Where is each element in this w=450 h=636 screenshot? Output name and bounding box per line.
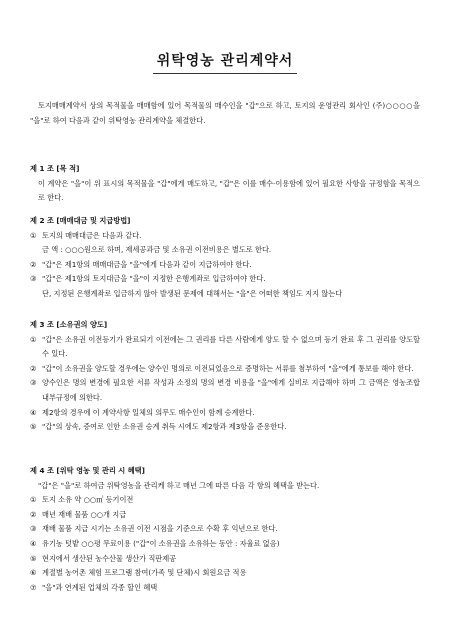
item-number: ① xyxy=(30,495,37,505)
item-number: ④ xyxy=(30,407,37,417)
item-text: 양수인은 명의 변경에 필요한 서류 작성과 소정의 명의 변경 비용을 "을"에게 실비로 지급해야 하며 그 금액은 영농조합 내부규정에 의한다. xyxy=(42,378,420,402)
article-4-title: 제 4 조 [위탁 영농 및 관리 시 혜택] xyxy=(30,466,145,475)
list-item xyxy=(30,287,420,302)
list-item xyxy=(30,243,420,258)
list-item xyxy=(30,333,420,362)
article-1-title: 제 1 조 [목 적] xyxy=(30,164,80,173)
item-number: ⑦ xyxy=(30,582,37,592)
item-number: ② xyxy=(30,363,37,373)
item-text: 토지의 매매대금은 다음과 같다. xyxy=(42,230,142,240)
list-item xyxy=(30,508,420,523)
item-text: 토지 소유 약 ○○㎡ 등기이전 xyxy=(42,495,134,505)
list-item xyxy=(30,537,420,552)
intro-paragraph: 토지매매계약서 상의 목적물을 매매함에 있어 목적물의 매수인을 "갑"으로 하고, 토지의 운영관리 회사인 (주)○○○○을 "을"로 하여 다음과 같이 위탁영농 관리계약을 체결한다. xyxy=(30,101,420,125)
item-number: ③ xyxy=(30,524,37,534)
list-item xyxy=(30,272,420,287)
article-1-text: 이 계약은 "을"이 위 표시의 목적물을 "갑"에게 매도하고, "갑"은 이를 매수·이용함에 있어 필요한 사항을 규정함을 목적으로 한다. xyxy=(38,178,420,203)
list-item xyxy=(30,522,420,537)
article-2-title: 제 2 조 [매매대금 및 지급방법] xyxy=(30,216,131,225)
item-number xyxy=(30,287,42,302)
item-number xyxy=(30,243,42,258)
item-text: "갑"은 제1항의 토지대금을 "을"이 지정한 은행계좌로 입금하여야 한다. xyxy=(42,274,266,284)
item-text: 현지에서 생산된 농수산물 생산가 직판제공 xyxy=(42,553,177,563)
article-3-title: 제 3 조 [소유권의 양도] xyxy=(30,320,108,329)
list-item xyxy=(30,229,420,244)
item-text: "을"과 연계된 업체의 각종 할인 혜택 xyxy=(42,582,158,592)
item-number: ① xyxy=(30,334,37,344)
item-text: "갑"은 제1항의 매매대금을 "을"에게 다음과 같이 지급하여야 한다. xyxy=(42,259,252,269)
list-item xyxy=(30,420,420,435)
document-title: 위탁영농 관리계약서 xyxy=(153,50,298,74)
item-number: ③ xyxy=(30,378,37,388)
article-4 xyxy=(30,464,420,595)
list-item xyxy=(30,552,420,567)
article-1 xyxy=(30,162,420,206)
item-number: ⑥ xyxy=(30,568,37,578)
item-text: "갑"의 상속, 증여로 인한 소유권 승계 취득 시에도 제2항과 제3항을 준용한다. xyxy=(42,422,287,432)
item-number: ⑤ xyxy=(30,422,37,432)
title-container xyxy=(0,50,450,74)
item-number: ② xyxy=(30,259,37,269)
item-text: 유기농 텃밭 ○○평 무료이용 ("갑"이 소유권을 소유하는 동안 : 자율료 없음) xyxy=(42,538,280,548)
item-text: "갑"은 소유권 이전등기가 완료되기 이전에는 그 권리를 다른 사람에게 양도 할 수 없으며 등기 완료 후 그 권리를 양도할 수 있다. xyxy=(42,334,420,359)
item-number: ⑤ xyxy=(30,553,37,563)
list-item xyxy=(30,376,420,405)
item-text: 금 액 : ○○○원으로 하며, 제세공과금 및 소유권 이전비용은 별도로 한다. xyxy=(42,245,272,255)
list-item xyxy=(30,566,420,581)
list-item xyxy=(30,493,420,508)
item-text: 제2항의 경우에 이 계약사항 일체의 의무도 매수인이 함께 승계한다. xyxy=(42,407,255,417)
item-number: ② xyxy=(30,509,37,519)
item-text: 단, 지정된 은행계좌로 입금하지 않아 발생된 문제에 대해서는 "을"은 어떠한 책임도 지지 않는다 xyxy=(42,288,343,298)
item-text: 계절별 농어촌 체험 프로그램 참여(가족 및 단체)시 회원요금 적용 xyxy=(42,568,247,578)
item-number: ④ xyxy=(30,538,37,548)
item-number: ① xyxy=(30,230,37,240)
list-item xyxy=(30,362,420,377)
item-text: 매년 재배 물품 ○○개 지급 xyxy=(42,509,127,519)
list-item xyxy=(30,581,420,596)
article-2 xyxy=(30,214,420,302)
item-text: 재배 물품 지급 시기는 소유권 이전 시점을 기준으로 수확 후 익년으로 한다. xyxy=(42,524,278,534)
list-item xyxy=(30,258,420,273)
list-item xyxy=(30,406,420,421)
article-4-text: "갑"은 "을"로 하여금 위탁영농을 관리케 하고 매년 그에 따른 다음 각 항의 혜택을 받는다. xyxy=(38,480,320,490)
item-number: ③ xyxy=(30,274,37,284)
article-3 xyxy=(30,318,420,435)
item-text: "갑"이 소유권을 양도할 경우에는 양수인 명의로 이전되었음으로 증명하는 서류를 첨부하여 "을"에게 통보를 해야 한다. xyxy=(42,363,414,373)
